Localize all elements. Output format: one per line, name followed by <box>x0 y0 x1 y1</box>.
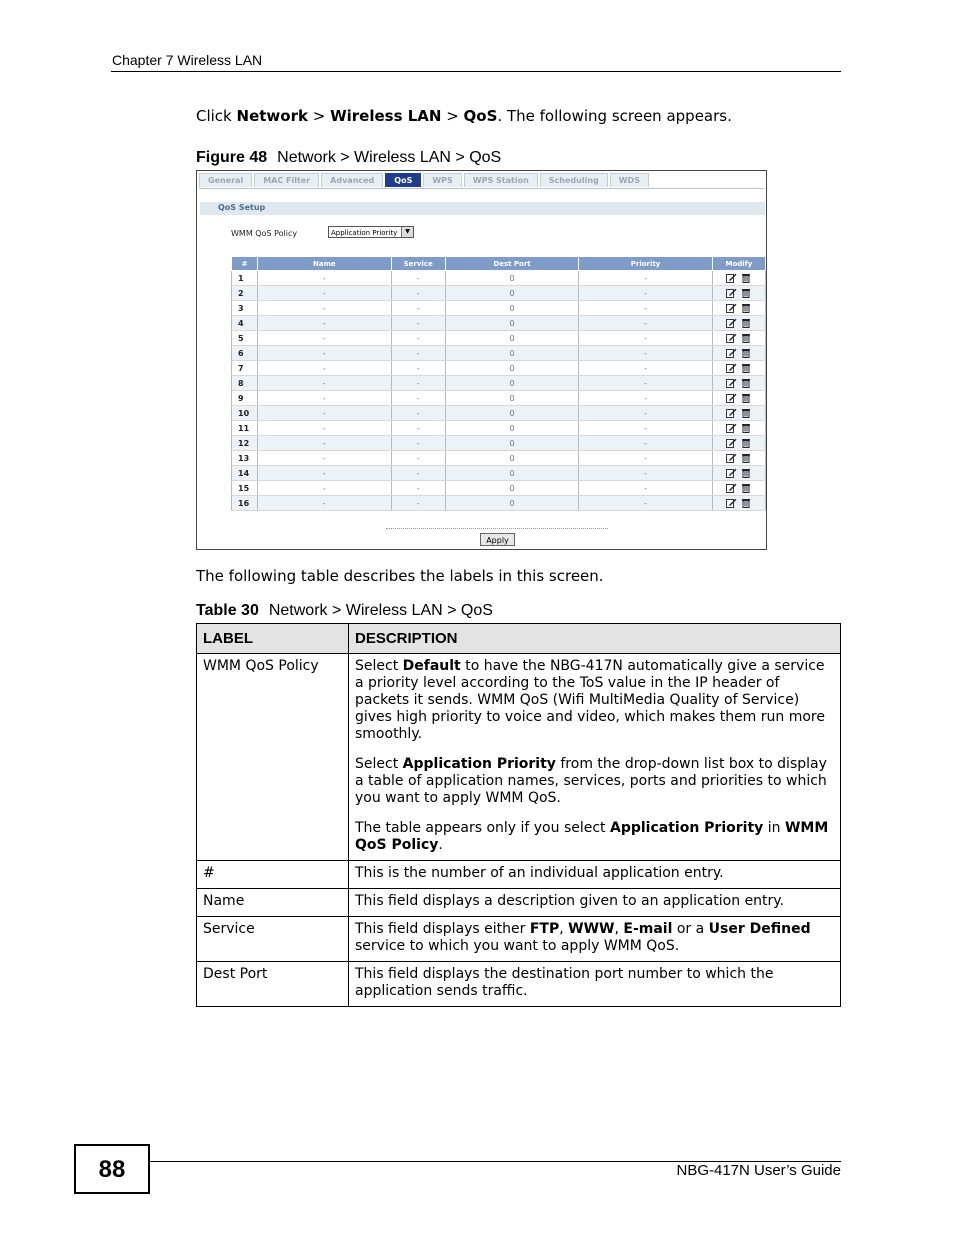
table-row <box>197 861 841 889</box>
edit-icon[interactable] <box>726 393 737 403</box>
text-bold: WMM QoS Policy <box>355 820 829 853</box>
edit-icon[interactable] <box>726 408 737 418</box>
edit-icon[interactable] <box>726 348 737 358</box>
text: , <box>614 921 624 937</box>
row-name: - <box>258 361 392 376</box>
row-name: - <box>258 481 392 496</box>
row-priority: - <box>579 331 713 346</box>
row-priority: - <box>579 421 713 436</box>
figure-number: Figure 48 <box>196 149 268 166</box>
chevron-down-icon[interactable]: ▼ <box>401 227 413 237</box>
table-row <box>232 331 766 346</box>
row-dest-port: 0 <box>445 361 579 376</box>
text: The table appears only if you select <box>355 820 610 836</box>
row-service: - <box>391 421 445 436</box>
table-row <box>197 962 841 1007</box>
edit-icon[interactable] <box>726 378 737 388</box>
row-label: Name <box>197 889 349 917</box>
row-priority: - <box>579 376 713 391</box>
row-service: - <box>391 481 445 496</box>
column-header: Priority <box>579 257 713 271</box>
row-label: Service <box>197 917 349 962</box>
row-service: - <box>391 361 445 376</box>
row-name: - <box>258 496 392 511</box>
row-index: 7 <box>232 361 258 376</box>
section-bar <box>200 202 765 215</box>
row-index: 2 <box>232 286 258 301</box>
row-service: - <box>391 466 445 481</box>
intro-sep: > <box>441 107 464 125</box>
table-row <box>232 301 766 316</box>
table-row <box>232 451 766 466</box>
row-index: 10 <box>232 406 258 421</box>
table-row <box>232 376 766 391</box>
row-index: 9 <box>232 391 258 406</box>
row-name: - <box>258 301 392 316</box>
row-name: - <box>258 346 392 361</box>
row-service: - <box>391 271 445 286</box>
delete-icon[interactable] <box>741 363 752 373</box>
row-modify <box>712 451 765 466</box>
intro-post: . The following screen appears. <box>497 107 732 125</box>
figure-title: Network > Wireless LAN > QoS <box>277 149 502 166</box>
table-row <box>232 271 766 286</box>
row-service: - <box>391 376 445 391</box>
text: . <box>438 837 443 853</box>
row-description: This field displays the destination port number to which the application sends traffic. <box>349 962 841 1007</box>
column-header: Name <box>258 257 392 271</box>
row-modify <box>712 376 765 391</box>
text-bold: FTP <box>529 921 560 937</box>
row-modify <box>712 286 765 301</box>
row-name: - <box>258 316 392 331</box>
guide-title: NBG-417N User’s Guide <box>676 1162 841 1179</box>
edit-icon[interactable] <box>726 468 737 478</box>
row-index: 4 <box>232 316 258 331</box>
table-row <box>232 436 766 451</box>
row-dest-port: 0 <box>445 346 579 361</box>
edit-icon[interactable] <box>726 333 737 343</box>
figure-caption <box>196 149 501 167</box>
table-row <box>232 421 766 436</box>
table-header-row <box>197 624 841 654</box>
row-index: 8 <box>232 376 258 391</box>
qos-table <box>231 256 766 511</box>
header-label: LABEL <box>197 624 349 654</box>
delete-icon[interactable] <box>741 453 752 463</box>
row-modify <box>712 496 765 511</box>
table-row <box>197 917 841 962</box>
row-name: - <box>258 286 392 301</box>
row-modify <box>712 436 765 451</box>
row-label: WMM QoS Policy <box>197 654 349 861</box>
row-service: - <box>391 316 445 331</box>
row-dest-port: 0 <box>445 286 579 301</box>
delete-icon[interactable] <box>741 273 752 283</box>
row-index: 15 <box>232 481 258 496</box>
column-header: Modify <box>712 257 765 271</box>
row-service: - <box>391 436 445 451</box>
row-dest-port: 0 <box>445 466 579 481</box>
delete-icon[interactable] <box>741 468 752 478</box>
row-priority: - <box>579 316 713 331</box>
section-title: QoS Setup <box>218 203 266 212</box>
delete-icon[interactable] <box>741 318 752 328</box>
row-dest-port: 0 <box>445 421 579 436</box>
edit-icon[interactable] <box>726 483 737 493</box>
table-row <box>232 481 766 496</box>
label-description-table <box>196 623 841 1007</box>
row-name: - <box>258 406 392 421</box>
tab-wps-station[interactable]: WPS Station <box>464 173 538 187</box>
delete-icon[interactable] <box>741 483 752 493</box>
tab-underline <box>199 188 764 189</box>
row-modify <box>712 346 765 361</box>
intro-pre: Click <box>196 107 237 125</box>
row-name: - <box>258 436 392 451</box>
row-service: - <box>391 451 445 466</box>
row-service: - <box>391 346 445 361</box>
row-modify <box>712 481 765 496</box>
intro-text <box>196 107 732 125</box>
row-dest-port: 0 <box>445 391 579 406</box>
row-dest-port: 0 <box>445 331 579 346</box>
row-service: - <box>391 496 445 511</box>
table-row <box>232 361 766 376</box>
tab-bar <box>199 173 651 187</box>
qos-screenshot <box>196 170 767 550</box>
edit-icon[interactable] <box>726 303 737 313</box>
row-dest-port: 0 <box>445 316 579 331</box>
delete-icon[interactable] <box>741 303 752 313</box>
text: or a <box>672 921 709 937</box>
tab-wds[interactable]: WDS <box>610 173 649 187</box>
row-priority: - <box>579 496 713 511</box>
text: This field displays either <box>355 921 530 937</box>
delete-icon[interactable] <box>741 438 752 448</box>
row-name: - <box>258 421 392 436</box>
text-bold: Application Priority <box>402 756 556 772</box>
delete-icon[interactable] <box>741 288 752 298</box>
text-bold: E-mail <box>623 921 673 937</box>
row-modify <box>712 301 765 316</box>
table-caption <box>196 602 493 620</box>
row-name: - <box>258 391 392 406</box>
row-service: - <box>391 406 445 421</box>
text: to have the NBG-417N automatically give a service a priority level according to the ToS value in the IP header of packets it sends. WMM QoS (Wifi MultiMedia Quality of Service) gives high priority to voice and video, which makes them run more smoothly. <box>355 658 825 742</box>
row-index: 16 <box>232 496 258 511</box>
row-priority: - <box>579 436 713 451</box>
dotted-divider <box>386 528 608 529</box>
edit-icon[interactable] <box>726 438 737 448</box>
intro-network: Network <box>236 107 308 125</box>
table-row <box>232 406 766 421</box>
row-index: 11 <box>232 421 258 436</box>
text: in <box>763 820 785 836</box>
delete-icon[interactable] <box>741 393 752 403</box>
table-title: Network > Wireless LAN > QoS <box>268 602 493 619</box>
row-index: 5 <box>232 331 258 346</box>
tab-qos[interactable]: QoS <box>385 173 421 187</box>
row-label: # <box>197 861 349 889</box>
row-name: - <box>258 271 392 286</box>
row-priority: - <box>579 481 713 496</box>
tab-general[interactable]: General <box>199 173 252 187</box>
page-number: 88 <box>74 1144 150 1194</box>
table-row <box>232 316 766 331</box>
text: service to which you want to apply WMM QoS. <box>355 938 680 954</box>
edit-icon[interactable] <box>726 288 737 298</box>
header-description: DESCRIPTION <box>349 624 841 654</box>
row-service: - <box>391 301 445 316</box>
delete-icon[interactable] <box>741 348 752 358</box>
row-modify <box>712 391 765 406</box>
edit-icon[interactable] <box>726 363 737 373</box>
row-dest-port: 0 <box>445 271 579 286</box>
delete-icon[interactable] <box>741 378 752 388</box>
intro-wireless: Wireless LAN <box>330 107 442 125</box>
row-index: 3 <box>232 301 258 316</box>
apply-button[interactable]: Apply <box>480 533 515 546</box>
text-bold: Application Priority <box>610 820 764 836</box>
row-dest-port: 0 <box>445 496 579 511</box>
text-bold: Default <box>402 658 461 674</box>
row-description <box>349 654 841 861</box>
policy-label: WMM QoS Policy <box>231 229 298 238</box>
row-priority: - <box>579 391 713 406</box>
row-index: 6 <box>232 346 258 361</box>
table-row <box>232 496 766 511</box>
header-rule <box>111 71 841 72</box>
text-bold: WWW <box>568 921 615 937</box>
row-name: - <box>258 466 392 481</box>
delete-icon[interactable] <box>741 408 752 418</box>
row-dest-port: 0 <box>445 406 579 421</box>
delete-icon[interactable] <box>741 333 752 343</box>
edit-icon[interactable] <box>726 453 737 463</box>
column-header: Service <box>391 257 445 271</box>
row-description: This is the number of an individual application entry. <box>349 861 841 889</box>
row-service: - <box>391 331 445 346</box>
edit-icon[interactable] <box>726 318 737 328</box>
row-priority: - <box>579 406 713 421</box>
tab-advanced[interactable]: Advanced <box>321 173 383 187</box>
row-index: 13 <box>232 451 258 466</box>
policy-select[interactable] <box>328 226 414 238</box>
intro-qos: QoS <box>463 107 498 125</box>
row-service: - <box>391 286 445 301</box>
text-bold: User Defined <box>708 921 811 937</box>
row-label: Dest Port <box>197 962 349 1007</box>
row-dest-port: 0 <box>445 481 579 496</box>
table-row <box>197 889 841 917</box>
running-header: Chapter 7 Wireless LAN <box>112 52 263 68</box>
policy-select-value: Application Priority <box>331 229 398 237</box>
row-description <box>349 917 841 962</box>
row-modify <box>712 421 765 436</box>
row-name: - <box>258 376 392 391</box>
table-row <box>232 286 766 301</box>
row-priority: - <box>579 346 713 361</box>
delete-icon[interactable] <box>741 423 752 433</box>
table-row <box>232 346 766 361</box>
table-number: Table 30 <box>196 602 259 619</box>
row-priority: - <box>579 361 713 376</box>
text: Select <box>355 658 403 674</box>
text: Select <box>355 756 403 772</box>
row-dest-port: 0 <box>445 451 579 466</box>
following-text: The following table describes the labels in this screen. <box>196 567 604 585</box>
row-dest-port: 0 <box>445 436 579 451</box>
row-name: - <box>258 331 392 346</box>
row-priority: - <box>579 271 713 286</box>
delete-icon[interactable] <box>741 498 752 508</box>
table-row <box>232 391 766 406</box>
row-modify <box>712 466 765 481</box>
tab-wps[interactable]: WPS <box>423 173 461 187</box>
row-modify <box>712 271 765 286</box>
text: , <box>559 921 569 937</box>
tab-scheduling[interactable]: Scheduling <box>540 173 608 187</box>
tab-mac-filter[interactable]: MAC Filter <box>254 173 319 187</box>
row-dest-port: 0 <box>445 376 579 391</box>
edit-icon[interactable] <box>726 273 737 283</box>
row-modify <box>712 331 765 346</box>
row-description: This field displays a description given to an application entry. <box>349 889 841 917</box>
row-priority: - <box>579 301 713 316</box>
edit-icon[interactable] <box>726 423 737 433</box>
row-dest-port: 0 <box>445 301 579 316</box>
table-row <box>232 466 766 481</box>
qos-table-body <box>232 271 766 511</box>
row-index: 14 <box>232 466 258 481</box>
row-priority: - <box>579 451 713 466</box>
column-header: # <box>232 257 258 271</box>
row-index: 12 <box>232 436 258 451</box>
row-name: - <box>258 451 392 466</box>
row-index: 1 <box>232 271 258 286</box>
row-modify <box>712 406 765 421</box>
row-service: - <box>391 391 445 406</box>
column-header: Dest Port <box>445 257 579 271</box>
table-row <box>197 654 841 861</box>
row-priority: - <box>579 286 713 301</box>
qos-table-header <box>232 257 766 271</box>
row-modify <box>712 361 765 376</box>
text: from the drop-down list box to display a table of application names, services, ports and priorities to which you want to apply WMM QoS. <box>355 756 827 806</box>
intro-sep: > <box>307 107 331 125</box>
row-priority: - <box>579 466 713 481</box>
row-modify <box>712 316 765 331</box>
edit-icon[interactable] <box>726 498 737 508</box>
